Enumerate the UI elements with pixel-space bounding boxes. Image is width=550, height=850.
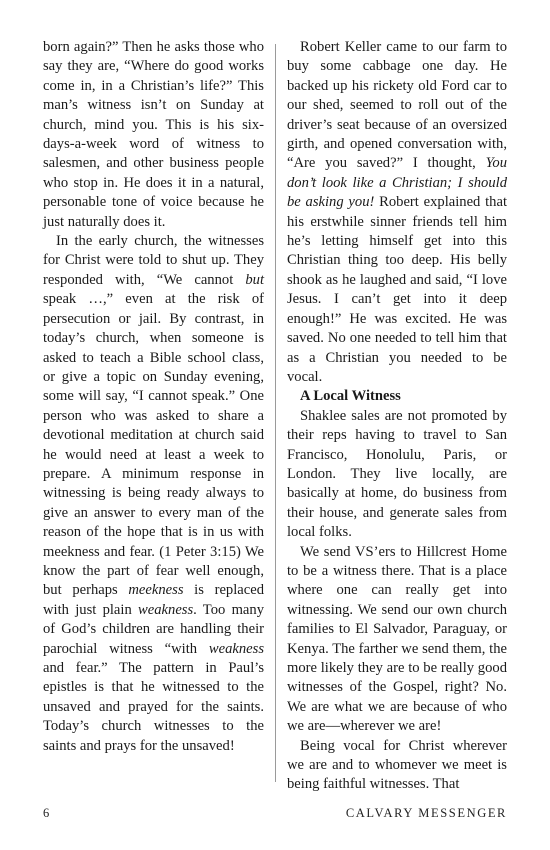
page-number: 6	[43, 806, 50, 820]
publication-name: CALVARY MESSENGER	[345, 806, 507, 820]
text-run: In the early church, the witnesses for Christ were told to shut up. They responded with, “We cannot	[43, 233, 264, 288]
italic-text: meekness	[128, 582, 184, 599]
paragraph-early-church	[43, 232, 264, 756]
paragraph-vsers: We send VS’ers to Hillcrest Home to be a witness there. That is a place where one can really get into witnessing. We send our own church families to El Salvador, Paraguay, or Kenya. The farther we send them, the more likely they are to be really good witnesses of the Gospel, right? No. We are what we are because of who we are—wherever we are!	[287, 543, 507, 735]
italic-text: but	[245, 271, 264, 288]
text-run: and fear.” The pattern in Paul’s epistles is that he witnessed to the unsaved and prayed for the saints. Today’s church witnesses to the saints and prays for the unsaved!	[43, 660, 264, 754]
paragraph-continued	[43, 38, 264, 232]
text-run: is replaced with just plain	[43, 582, 264, 618]
text-run: speak …,” even at the risk of persecution or jail. By contrast, in today’s church, when someone is asked to teach a Bible school class, or give a topic on Sunday evening, some will say, “I cannot speak.” One person who was asked to share a devotional meditation at church said he would need at least a week to prepare. A minimum response in witnessing is being ready always to give an answer to every man of the reason of the hope that is in us with meekness and fear. (1 Peter 3:15) We know the part of fear well enough, but perhaps	[43, 291, 264, 599]
text-run: . Too many of God’s children are handling their parochial witness “with	[43, 601, 264, 657]
section-heading: A Local Witness	[300, 388, 401, 405]
text-run: born again?” Then he asks those who say they are, “Where do good works come in, in a Christian’s life?” This man’s witness isn’t on Sunday at church, mind you. This is his six-days-a-week word of witness to salesmen, and other business people who stop in. He does it in a natural, personable tone of voice because he just naturally does it.	[43, 39, 264, 230]
text-run: Robert explained that his erstwhile sinner friends tell him he’s letting himself get into this Christian thing too deep. His belly shook as he laughed and said, “I love Jesus. I can’t get into it deep enough!” He was excited. He was saved. No one needed to tell him that as a Christian you needed to be vocal.	[287, 194, 508, 385]
italic-text: You don’t look like a Christian; I should be asking you!	[287, 155, 507, 211]
paragraph-shaklee: Shaklee sales are not promoted by their reps having to travel to San Francisco, Honolulu, Paris, or London. They live locally, are basically at home, do business from their house, and generate sales from local folks.	[287, 407, 507, 541]
italic-text: weakness	[138, 601, 194, 618]
italic-text: weakness	[208, 640, 264, 657]
right-column	[287, 38, 507, 795]
left-column	[43, 38, 264, 756]
text-run: Robert Keller came to our farm to buy some cabbage one day. He backed up his rickety old Ford car to our shed, seemed to roll out of the driver’s seat because of an oversized girth, and opened conversation with, “Are you saved?” I thought,	[287, 39, 507, 172]
column-divider	[275, 44, 276, 782]
paragraph-being-vocal: Being vocal for Christ wherever we are and to whomever we meet is being faithful witnesses. That	[287, 737, 507, 793]
paragraph-robert-keller	[287, 38, 507, 387]
